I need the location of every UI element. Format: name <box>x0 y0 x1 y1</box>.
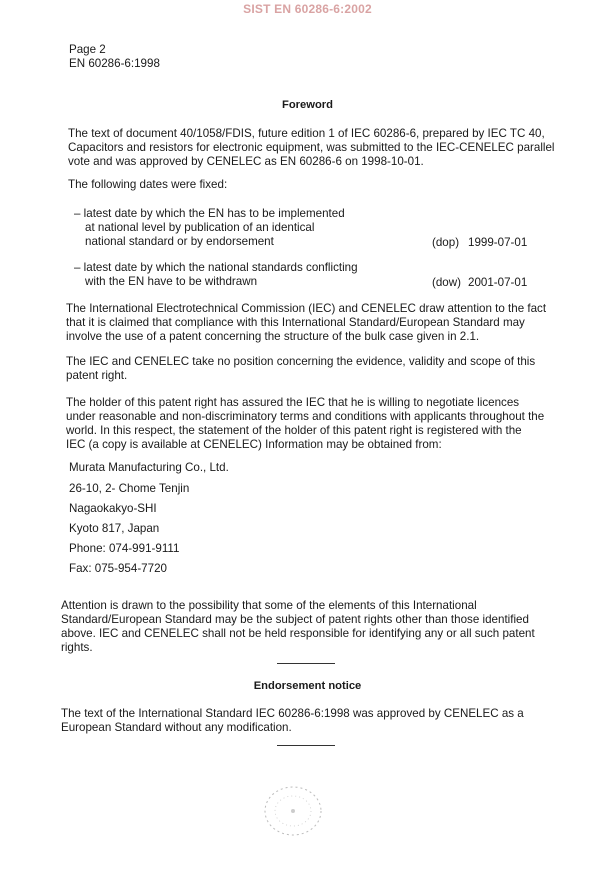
text-line: involve the use of a patent concerning the structure of the bulk case given in 2.1. <box>66 330 480 343</box>
holder-paragraph <box>66 396 544 452</box>
dow-date: 2001-07-01 <box>468 276 528 289</box>
endorsement-text <box>61 707 524 735</box>
address-line: Fax: 075-954-7720 <box>69 562 167 575</box>
foreword-intro <box>68 127 555 169</box>
address-line: Phone: 074-991-9111 <box>69 542 180 555</box>
standard-id: EN 60286-6:1998 <box>69 57 160 70</box>
text-line: The IEC and CENELEC take no position concerning the evidence, validity and scope of this <box>66 355 536 368</box>
date-item-dow <box>74 261 358 289</box>
text-line: that it is claimed that compliance with this International Standard/European Standard may <box>66 316 525 329</box>
text-line: Capacitors and resistors for electronic equipment, was submitted to the IEC-CENELEC parallel <box>68 141 555 154</box>
text-line: European Standard without any modification. <box>61 721 292 734</box>
text-line: vote and was approved by CENELEC as EN 60286-6 on 1998-10-01. <box>68 155 424 168</box>
text-line: – latest date by which the national standards conflicting <box>74 261 358 274</box>
text-line: The holder of this patent right has assured the IEC that he is willing to negotiate licences <box>66 396 520 409</box>
address-line: Nagaokakyo-SHI <box>69 502 157 515</box>
section-divider <box>277 745 335 746</box>
endorsement-heading: Endorsement notice <box>253 680 362 692</box>
dow-code: (dow) <box>432 276 461 289</box>
no-position-paragraph <box>66 355 535 383</box>
text-line: world. In this respect, the statement of the holder of this patent right is registered with the <box>66 424 522 437</box>
foreword-heading: Foreword <box>282 99 333 111</box>
address-line: 26-10, 2- Chome Tenjin <box>69 482 190 495</box>
address-line: Kyoto 817, Japan <box>69 522 160 535</box>
date-item-dop <box>74 207 345 249</box>
text-line: under reasonable and non-discriminatory terms and conditions with applicants throughout the <box>66 410 545 423</box>
text-line: The text of document 40/1058/FDIS, future edition 1 of IEC 60286-6, prepared by IEC TC 40, <box>68 127 545 140</box>
seal-stamp-icon <box>258 780 328 842</box>
watermark: SIST EN 60286-6:2002 <box>243 2 372 16</box>
other-patents-paragraph <box>61 599 535 655</box>
text-line: with the EN have to be withdrawn <box>85 275 258 288</box>
text-line: patent right. <box>66 369 128 382</box>
text-line: – latest date by which the EN has to be implemented <box>74 207 345 220</box>
dop-code: (dop) <box>432 236 460 249</box>
text-line: above. IEC and CENELEC shall not be held responsible for identifying any or all such patent <box>61 627 535 640</box>
text-line: Standard/European Standard may be the subject of patent rights other than those identified <box>61 613 529 626</box>
text-line: Attention is drawn to the possibility that some of the elements of this International <box>61 599 477 612</box>
address-line: Murata Manufacturing Co., Ltd. <box>69 461 229 474</box>
text-line: The International Electrotechnical Commission (IEC) and CENELEC draw attention to the fact <box>66 302 547 315</box>
text-line: rights. <box>61 641 93 654</box>
text-line: The text of the International Standard IEC 60286-6:1998 was approved by CENELEC as a <box>61 707 524 720</box>
text-line: at national level by publication of an identical <box>85 221 315 234</box>
patent-attention-paragraph <box>66 302 546 344</box>
page-number: Page 2 <box>69 43 106 56</box>
section-divider <box>277 663 335 664</box>
dop-date: 1999-07-01 <box>468 236 528 249</box>
text-line: IEC (a copy is available at CENELEC) Information may be obtained from: <box>66 438 442 451</box>
text-line: national standard or by endorsement <box>85 235 274 248</box>
dates-intro: The following dates were fixed: <box>68 178 228 191</box>
